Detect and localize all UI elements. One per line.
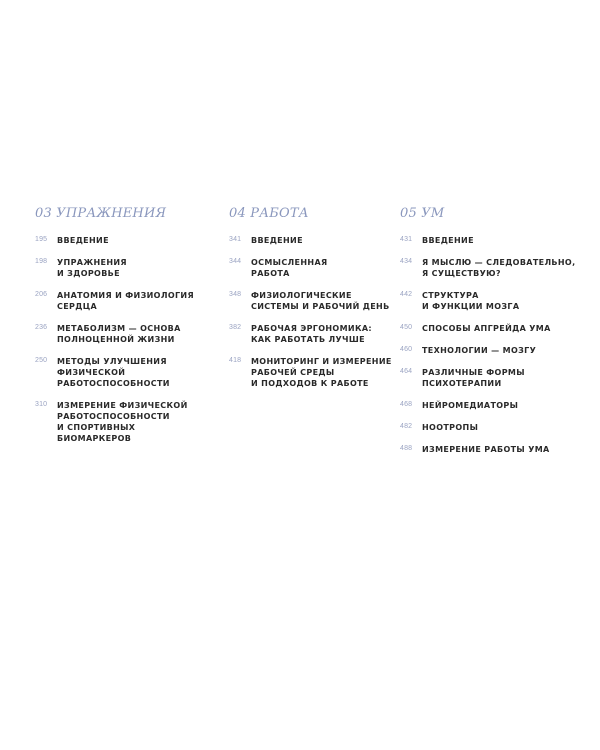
section-title: 05 УМ [400,206,445,221]
entry-title: ФИЗИОЛОГИЧЕСКИЕ СИСТЕМЫ И РАБОЧИЙ ДЕНЬ [251,291,390,311]
entry-page-number: 468 [400,401,413,408]
entry-page-number: 348 [229,291,242,298]
entry-title: ВВЕДЕНИЕ [422,236,474,245]
entry-page-number: 460 [400,346,413,353]
toc-entry[interactable] [35,323,210,345]
entry-title: Я МЫСЛЮ — СЛЕДОВАТЕЛЬНО, Я СУЩЕСТВУЮ? [422,258,576,278]
toc-entry[interactable] [35,356,210,389]
entry-page-number: 341 [229,236,242,243]
entry-title: НЕЙРОМЕДИАТОРЫ [422,401,519,410]
toc-entry[interactable] [229,356,404,389]
entry-page-number: 464 [400,368,413,375]
entry-page-number: 310 [35,401,48,408]
toc-entry[interactable] [400,400,585,411]
entry-title: ИЗМЕРЕНИЕ РАБОТЫ УМА [422,445,550,454]
toc-entry[interactable] [35,290,210,312]
toc-entry[interactable] [400,345,585,356]
entry-page-number: 344 [229,258,242,265]
toc-section-mind [400,206,585,466]
entry-title: ТЕХНОЛОГИИ — МОЗГУ [422,346,537,355]
toc-section-exercise [35,206,210,455]
entry-page-number: 236 [35,324,48,331]
entry-page-number: 382 [229,324,242,331]
toc-entry[interactable] [229,323,404,345]
entry-title: МЕТАБОЛИЗМ — ОСНОВА ПОЛНОЦЕННОЙ ЖИЗНИ [57,324,181,344]
entry-title: РАЗЛИЧНЫЕ ФОРМЫ ПСИХОТЕРАПИИ [422,368,525,388]
entry-title: ВВЕДЕНИЕ [251,236,303,245]
entry-title: МЕТОДЫ УЛУЧШЕНИЯ ФИЗИЧЕСКОЙ РАБОТОСПОСОБНОСТИ [57,357,170,388]
toc-section-work [229,206,404,400]
section-title: 04 РАБОТА [229,206,309,221]
toc-entry[interactable] [229,257,404,279]
toc-entry[interactable] [229,290,404,312]
toc-entry[interactable] [35,235,210,246]
toc-entry[interactable] [400,367,585,389]
entry-page-number: 195 [35,236,48,243]
entry-page-number: 442 [400,291,413,298]
toc-entry[interactable] [400,422,585,433]
toc-entry[interactable] [400,290,585,312]
entry-page-number: 198 [35,258,48,265]
entry-title: ВВЕДЕНИЕ [57,236,109,245]
entry-page-number: 418 [229,357,242,364]
entry-title: ОСМЫСЛЕННАЯ РАБОТА [251,258,328,278]
entry-title: СТРУКТУРА И ФУНКЦИИ МОЗГА [422,291,520,311]
toc-entry[interactable] [400,444,585,455]
toc-entry[interactable] [400,257,585,279]
entry-title: АНАТОМИЯ И ФИЗИОЛОГИЯ СЕРДЦА [57,291,194,311]
entry-page-number: 488 [400,445,413,452]
toc-entry[interactable] [35,257,210,279]
entry-page-number: 206 [35,291,48,298]
entry-title: УПРАЖНЕНИЯ И ЗДОРОВЬЕ [57,258,127,278]
entry-title: ИЗМЕРЕНИЕ ФИЗИЧЕСКОЙ РАБОТОСПОСОБНОСТИ И СПОРТИВНЫХ БИОМАРКЕРОВ [57,401,188,443]
section-title: 03 УПРАЖНЕНИЯ [35,206,167,221]
toc-entry[interactable] [35,400,210,444]
entry-title: МОНИТОРИНГ И ИЗМЕРЕНИЕ РАБОЧЕЙ СРЕДЫ И ПОДХОДОВ К РАБОТЕ [251,357,392,388]
entry-page-number: 431 [400,236,413,243]
toc-entry[interactable] [400,235,585,246]
entry-title: НООТРОПЫ [422,423,479,432]
toc-entry[interactable] [400,323,585,334]
toc-entry[interactable] [229,235,404,246]
entry-title: РАБОЧАЯ ЭРГОНОМИКА: КАК РАБОТАТЬ ЛУЧШЕ [251,324,372,344]
entry-page-number: 482 [400,423,413,430]
entry-page-number: 250 [35,357,48,364]
entry-page-number: 434 [400,258,413,265]
entry-title: СПОСОБЫ АПГРЕЙДА УМА [422,324,551,333]
entry-page-number: 450 [400,324,413,331]
